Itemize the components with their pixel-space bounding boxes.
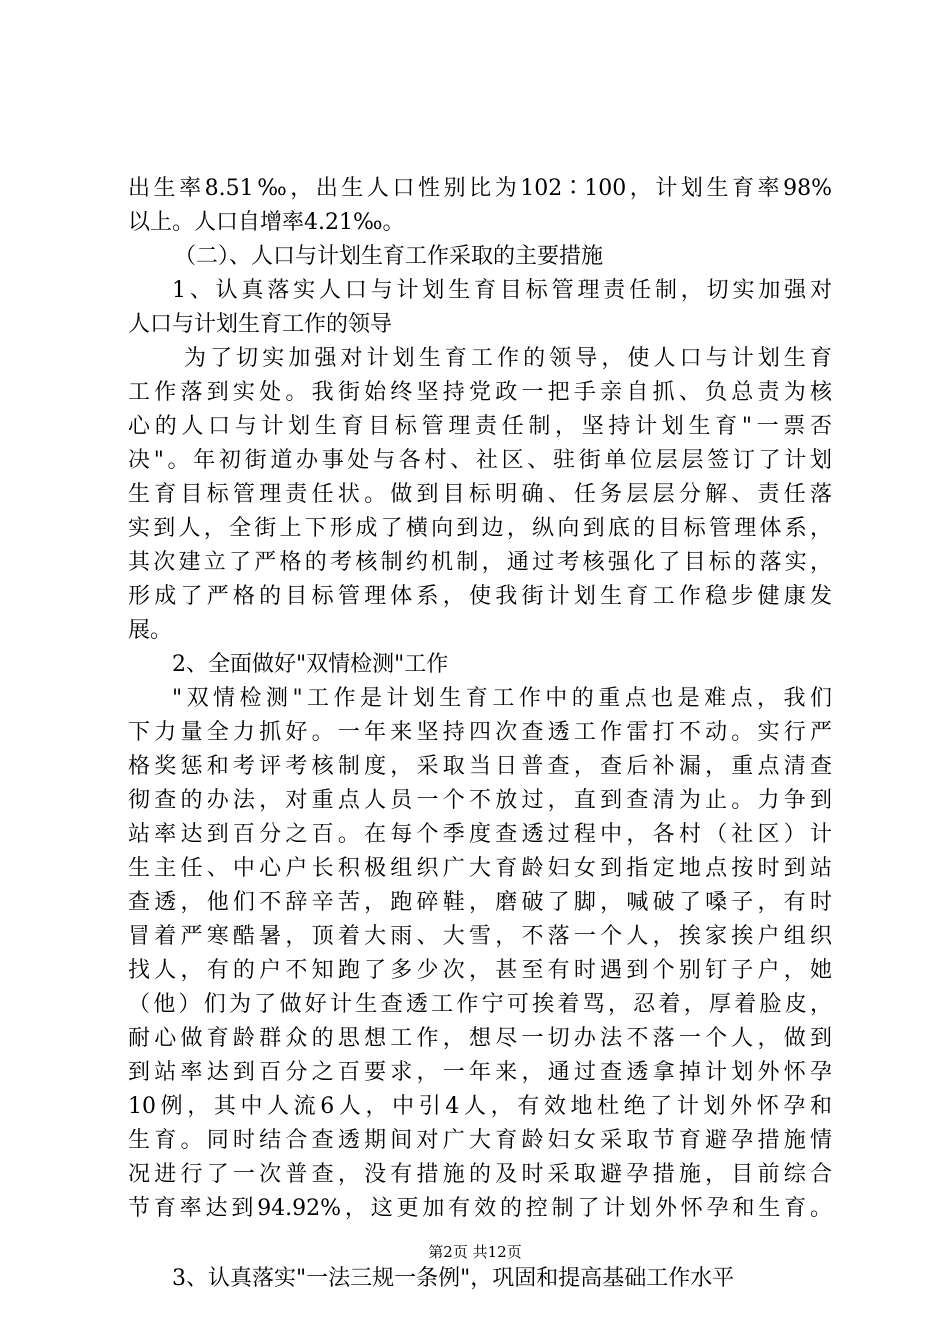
text-line: 耐心做育龄群众的思想工作，想尽一切办法不落一个人，做到 (128, 1026, 832, 1051)
text-line: 形成了严格的目标管理体系，使我街计划生育工作稳步健康发 (128, 584, 832, 609)
text-line: 心的人口与计划生育目标管理责任制，坚持计划生育"一票否 (128, 414, 832, 439)
text-line: 冒着严寒酷暑，顶着大雨、大雪，不落一个人，挨家挨户组织 (128, 924, 832, 949)
text-line: 生育。同时结合查透期间对广大育龄妇女采取节育避孕措施情 (128, 1128, 832, 1153)
text-line: 为了切实加强对计划生育工作的领导，使人口与计划生育 (184, 346, 832, 371)
text-line: 节育率达到94.92%，这更加有效的控制了计划外怀孕和生育。 (128, 1196, 832, 1221)
text-line: 人口与计划生育工作的领导 (128, 312, 393, 337)
text-line: 生育目标管理责任状。做到目标明确、任务层层分解、责任落 (128, 482, 832, 507)
text-line: 决"。年初街道办事处与各村、社区、驻街单位层层签订了计划 (128, 448, 832, 473)
text-line: 10例，其中人流6人，中引4人，有效地杜绝了计划外怀孕和 (128, 1094, 832, 1119)
text-line: 彻查的办法，对重点人员一个不放过，直到查清为止。力争到 (128, 788, 832, 813)
text-line: 展。 (128, 618, 173, 643)
text-line: 其次建立了严格的考核制约机制，通过考核强化了目标的落实， (128, 550, 832, 575)
text-line: 下力量全力抓好。一年来坚持四次查透工作雷打不动。实行严 (128, 720, 832, 745)
text-line: "双情检测"工作是计划生育工作中的重点也是难点，我们 (172, 686, 832, 711)
page-footer: 第2页 共12页 (428, 1243, 522, 1261)
text-line: （他）们为了做好计生查透工作宁可挨着骂，忍着，厚着脸皮， (128, 992, 832, 1017)
text-line: 实到人，全街上下形成了横向到边，纵向到底的目标管理体系， (128, 516, 832, 541)
text-line: 查透，他们不辞辛苦，跑碎鞋，磨破了脚，喊破了嗓子，有时 (128, 890, 832, 915)
section-heading: 3、认真落实"一法三规一条例"，巩固和提高基础工作水平 (172, 1266, 735, 1291)
text-line: 2、全面做好"双情检测"工作 (172, 652, 449, 677)
text-line: 工作落到实处。我街始终坚持党政一把手亲自抓、负总责为核 (128, 380, 832, 405)
text-line: 找人，有的户不知跑了多少次，甚至有时遇到个别钉子户，她 (128, 958, 832, 983)
text-line: 1、认真落实人口与计划生育目标管理责任制，切实加强对 (172, 278, 832, 303)
text-line: 格奖惩和考评考核制度，采取当日普查，查后补漏，重点清查 (128, 754, 832, 779)
text-line: 以上。人口自增率4.21‰。 (128, 210, 405, 235)
document-body (128, 172, 832, 1296)
text-line: （二）、人口与计划生育工作采取的主要措施 (174, 244, 604, 269)
text-line: 生主任、中心户长积极组织广大育龄妇女到指定地点按时到站 (128, 856, 832, 881)
text-line: 站率达到百分之百。在每个季度查透过程中，各村（社区）计 (128, 822, 832, 847)
text-line: 况进行了一次普查，没有措施的及时采取避孕措施，目前综合 (128, 1162, 832, 1187)
text-line: 出生率8.51‰，出生人口性别比为102∶100，计划生育率98% (128, 176, 832, 201)
text-line: 到站率达到百分之百要求，一年来，通过查透拿掉计划外怀孕 (128, 1060, 832, 1085)
